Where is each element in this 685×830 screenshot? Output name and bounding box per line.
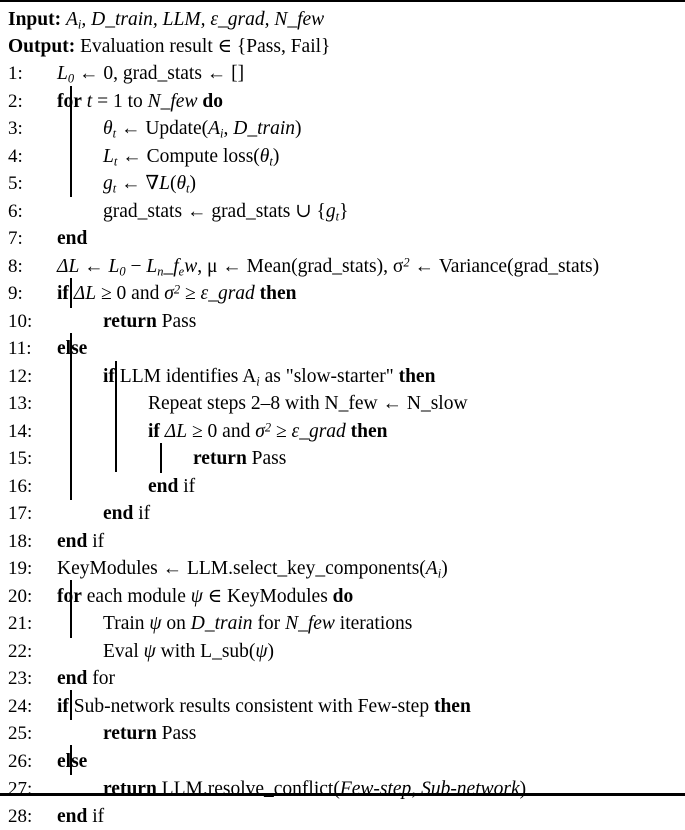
code-line-23: end for <box>57 665 115 693</box>
code-line-4: $L_t$ ← Compute $loss(\theta_t)$ <box>103 143 279 171</box>
input-value: $A_i$, D_train, LLM, ε_grad, N_few <box>66 9 324 30</box>
code-line-20: for each module ψ ∈ KeyModules do <box>57 583 353 611</box>
line-number: 20: <box>8 583 44 611</box>
code-row <box>0 418 685 446</box>
code-line-6: grad_stats ← grad_stats ∪ $\{g_t\}$ <box>103 198 348 226</box>
code-row <box>0 775 685 803</box>
line-number: 27: <box>8 775 44 803</box>
line-number: 11: <box>8 335 44 363</box>
output-label: Output: <box>8 36 75 57</box>
algorithm-output-line <box>8 33 681 60</box>
code-line-9: if ΔL ≥ 0 and $\sigma^2$ ≥ ε_grad then <box>57 280 297 308</box>
code-row <box>0 445 685 473</box>
code-row <box>0 610 685 638</box>
line-number: 12: <box>8 363 44 391</box>
code-line-15: return Pass <box>193 445 286 473</box>
nabla-icon: ∇ <box>145 173 159 194</box>
code-row <box>0 720 685 748</box>
code-line-21: Train ψ on D_train for N_few iterations <box>103 610 412 638</box>
line-number: 22: <box>8 638 44 666</box>
code-line-18: end if <box>57 528 104 556</box>
line-number: 6: <box>8 198 44 226</box>
line-number: 23: <box>8 665 44 693</box>
line-number: 17: <box>8 500 44 528</box>
code-line-1: $L_0$ ← 0, grad_stats ← [] <box>57 60 244 88</box>
code-line-2: for t = 1 to N_few do <box>57 88 223 116</box>
line-number: 13: <box>8 390 44 418</box>
code-row <box>0 88 685 116</box>
code-row <box>0 363 685 391</box>
code-row <box>0 693 685 721</box>
line-number: 1: <box>8 60 44 88</box>
algorithm-input-line <box>8 6 681 33</box>
code-row <box>0 555 685 583</box>
code-row <box>0 335 685 363</box>
code-row <box>0 308 685 336</box>
line-number: 18: <box>8 528 44 556</box>
code-row <box>0 253 685 281</box>
line-number: 5: <box>8 170 44 198</box>
line-number: 21: <box>8 610 44 638</box>
code-line-24: if Sub-network results consistent with Few-step then <box>57 693 471 721</box>
code-line-14: if ΔL ≥ 0 and $\sigma^2$ ≥ ε_grad then <box>148 418 388 446</box>
input-label: Input: <box>8 9 61 30</box>
code-row <box>0 280 685 308</box>
code-line-10: return Pass <box>103 308 196 336</box>
line-number: 26: <box>8 748 44 776</box>
code-row <box>0 638 685 666</box>
code-line-16: end if <box>148 473 195 501</box>
code-row <box>0 225 685 253</box>
line-number: 9: <box>8 280 44 308</box>
code-line-8: ΔL ← $L_0$ − $L_n\_f_ew$, μ ← Mean(grad_stats), $\sigma^2$ ← Variance(grad_stats) <box>57 253 599 281</box>
code-row <box>0 500 685 528</box>
line-number: 19: <box>8 555 44 583</box>
line-number: 16: <box>8 473 44 501</box>
code-row <box>0 170 685 198</box>
line-number: 4: <box>8 143 44 171</box>
code-line-22: Eval ψ with L_sub(ψ) <box>103 638 274 666</box>
line-number: 14: <box>8 418 44 446</box>
code-row <box>0 748 685 776</box>
code-row <box>0 390 685 418</box>
line-number: 8: <box>8 253 44 281</box>
code-line-27: return LLM.resolve_conflict(Few-step, Sub-network) <box>103 775 526 803</box>
code-row <box>0 803 685 830</box>
line-number: 10: <box>8 308 44 336</box>
code-line-11: else <box>57 335 87 363</box>
line-number: 28: <box>8 803 44 830</box>
code-row <box>0 473 685 501</box>
code-line-13: Repeat steps 2–8 with N_few ← N_slow <box>148 390 468 418</box>
line-number: 7: <box>8 225 44 253</box>
line-number: 3: <box>8 115 44 143</box>
code-row <box>0 60 685 88</box>
code-line-12: if LLM identifies $A_i$ as "slow-starter" then <box>103 363 435 391</box>
code-line-26: else <box>57 748 87 776</box>
code-row <box>0 528 685 556</box>
code-row <box>0 198 685 226</box>
line-number: 2: <box>8 88 44 116</box>
code-line-17: end if <box>103 500 150 528</box>
code-line-3: $\theta_t$ ← $Update(A_i$, D_train) <box>103 115 302 143</box>
output-value: Evaluation result ∈ {Pass, Fail} <box>80 36 330 57</box>
code-line-5: $g_t$ ← $\nabla L(\theta_t)$ <box>103 170 196 198</box>
line-number: 24: <box>8 693 44 721</box>
code-row <box>0 583 685 611</box>
code-row <box>0 115 685 143</box>
code-line-7: end <box>57 225 87 253</box>
line-number: 25: <box>8 720 44 748</box>
code-line-25: return Pass <box>103 720 196 748</box>
code-row <box>0 665 685 693</box>
code-row <box>0 143 685 171</box>
line-number: 15: <box>8 445 44 473</box>
code-line-28: end if <box>57 803 104 830</box>
code-line-19: KeyModules ← $LLM.select\_key\_components(A_i)$ <box>57 555 448 583</box>
